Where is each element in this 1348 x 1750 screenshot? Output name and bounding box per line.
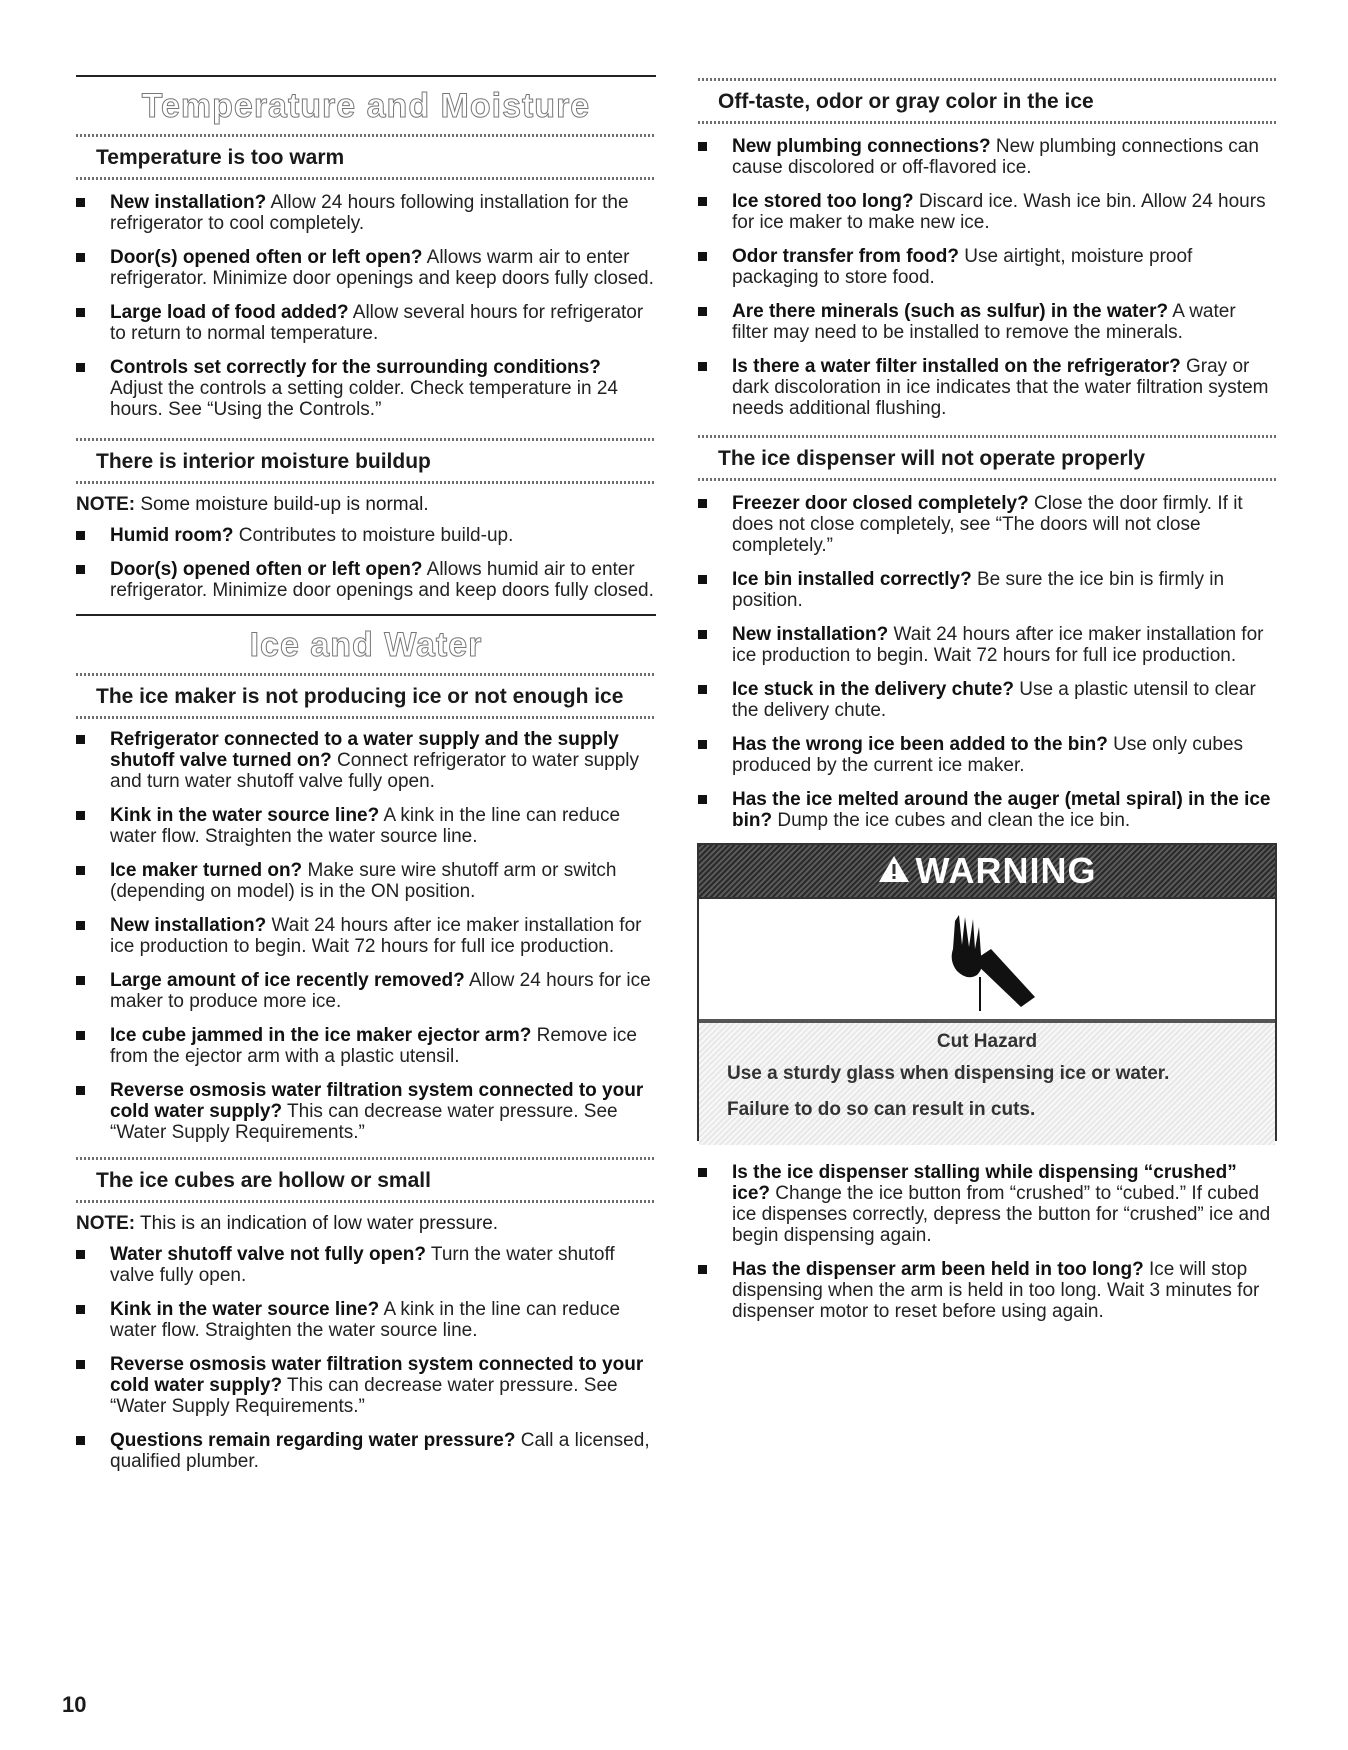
divider [76,177,656,180]
note-label: NOTE: [76,1213,136,1234]
list-item [698,136,1276,178]
item-answer: Ice will stop dispensing when the arm is held in too long. Wait 3 minutes for dispenser motor to reset before using again. [732,1259,1260,1322]
item-question: Is there a water filter installed on the refrigerator? [732,356,1181,377]
item-question: Ice cube jammed in the ice maker ejector arm? [110,1025,532,1046]
item-question: Kink in the water source line? [110,805,380,826]
warning-body [699,1023,1275,1145]
item-answer: Be sure the ice bin is firmly in position. [732,569,1225,611]
subheading-moisture: There is interior moisture buildup [96,450,431,473]
divider [698,121,1276,124]
item-question: Ice stuck in the delivery chute? [732,679,1014,700]
right-column [698,0,1276,844]
subheading-offtaste: Off-taste, odor or gray color in the ice [718,90,1094,113]
warning-header [699,845,1275,899]
item-question: New plumbing connections? [732,136,991,157]
divider [76,716,656,719]
item-question: Reverse osmosis water filtration system connected to your cold water supply? [110,1080,644,1122]
right-column-lower [698,1162,1276,1335]
list-item [698,569,1276,611]
list-ice-maker [76,729,656,1143]
item-answer: Use airtight, moisture proof packaging to store food. [732,246,1193,288]
item-answer: A kink in the line can reduce water flow. Straighten the water source line. [110,805,621,847]
warning-heading [878,850,1097,892]
divider [698,478,1276,481]
list-item [76,729,656,792]
item-answer: Dump the ice cubes and clean the ice bin. [772,810,1131,831]
item-answer: Allow several hours for refrigerator to return to normal temperature. [110,302,644,344]
list-temp-warm [76,192,656,420]
note-moisture [76,494,656,515]
item-answer: Allow 24 hours for ice maker to produce more ice. [110,970,651,1012]
note-label: NOTE: [76,494,136,515]
item-answer: Wait 24 hours after ice maker installation for ice production to begin. Wait 72 hours for full ice production. [110,915,642,957]
item-question: Reverse osmosis water filtration system connected to your cold water supply? [110,1354,644,1396]
item-answer: New plumbing connections can cause discolored or off-flavored ice. [732,136,1259,178]
list-item [698,679,1276,721]
divider [76,481,656,484]
item-question: Controls set correctly for the surrounding conditions? [110,357,601,378]
item-answer: Make sure wire shutoff arm or switch (depending on model) is in the ON position. [110,860,617,902]
item-question: Freezer door closed completely? [732,493,1029,514]
item-answer: This can decrease water pressure. See “Water Supply Requirements.” [110,1101,618,1143]
item-question: Large amount of ice recently removed? [110,970,465,991]
item-question: Is the ice dispenser stalling while dispensing “crushed” ice? [732,1162,1237,1204]
list-item [698,789,1276,831]
item-answer: Allows humid air to enter refrigerator. Minimize door openings and keep doors fully closed. [110,559,654,601]
item-answer: Adjust the controls a setting colder. Check temperature in 24 hours. See “Using the Controls.” [110,378,618,420]
warning-box [697,843,1277,1141]
list-item [698,734,1276,776]
list-item [76,805,656,847]
section-rule [76,614,656,616]
list-moisture [76,525,656,601]
item-answer: Contributes to moisture build-up. [233,525,514,546]
item-question: Ice stored too long? [732,191,914,212]
subheading-ice-maker: The ice maker is not producing ice or not enough ice [96,685,624,708]
item-answer: Wait 24 hours after ice maker installation for ice production to begin. Wait 72 hours for full ice production. [732,624,1264,666]
item-question: Door(s) opened often or left open? [110,247,423,268]
item-answer: A water filter may need to be installed to remove the minerals. [732,301,1236,343]
list-item [698,1259,1276,1322]
item-answer: Change the ice button from “crushed” to “cubed.” If cubed ice dispenses correctly, depress the button for “crushed” ice and begin dispensing again. [732,1183,1271,1246]
warning-line-2: Failure to do so can result in cuts. [727,1099,1036,1120]
subheading-temp-warm: Temperature is too warm [96,146,345,169]
list-item [698,624,1276,666]
list-item [76,302,656,344]
item-question: Has the ice melted around the auger (metal spiral) in the ice bin? [732,789,1271,831]
subheading-hollow: The ice cubes are hollow or small [96,1169,431,1192]
section-rule [76,75,656,77]
list-item [76,1080,656,1143]
note-hollow [76,1213,656,1234]
note-text: This is an indication of low water pressure. [135,1213,499,1234]
section-title-ice-water: Ice and Water [249,626,483,664]
list-item [76,970,656,1012]
item-answer: Gray or dark discoloration in ice indicates that the water filtration system needs additional flushing. [732,356,1269,419]
warning-triangle-icon [878,855,910,883]
warning-line-1: Use a sturdy glass when dispensing ice or water. [727,1063,1170,1084]
item-question: Humid room? [110,525,234,546]
page-number: 10 [62,1692,87,1717]
item-question: Odor transfer from food? [732,246,959,267]
item-answer: Call a licensed, qualified plumber. [110,1430,650,1472]
divider [76,134,656,137]
item-answer: Turn the water shutoff valve fully open. [110,1244,615,1286]
divider [698,78,1276,81]
item-answer: Connect refrigerator to water supply and turn water shutoff valve fully open. [110,750,639,792]
divider [698,435,1276,438]
subheading-dispenser: The ice dispenser will not operate properly [718,447,1146,470]
section-title-temperature: Temperature and Moisture [141,87,591,125]
list-item [76,1299,656,1341]
list-item [76,357,656,420]
item-question: New installation? [732,624,889,645]
list-item [698,246,1276,288]
divider [76,1157,656,1160]
item-question: New installation? [110,915,267,936]
item-question: Ice maker turned on? [110,860,303,881]
cut-hazard-icon [929,905,1039,1015]
warning-hazard: Cut Hazard [936,1031,1038,1052]
item-question: New installation? [110,192,267,213]
list-item [76,247,656,289]
item-question: Refrigerator connected to a water supply and the supply shutoff valve turned on? [110,729,619,771]
list-item [76,860,656,902]
divider [76,438,656,441]
list-item [76,559,656,601]
list-item [76,525,656,546]
list-item [698,493,1276,556]
item-question: Large load of food added? [110,302,349,323]
item-answer: Discard ice. Wash ice bin. Allow 24 hours for ice maker to make new ice. [732,191,1266,233]
list-item [698,356,1276,419]
item-question: Are there minerals (such as sulfur) in the water? [732,301,1169,322]
item-question: Water shutoff valve not fully open? [110,1244,426,1265]
divider [76,1200,656,1203]
item-question: Kink in the water source line? [110,1299,380,1320]
list-item [698,301,1276,343]
list-after-warning [698,1162,1276,1322]
item-answer: Allow 24 hours following installation for the refrigerator to cool completely. [110,192,629,234]
item-question: Door(s) opened often or left open? [110,559,423,580]
warning-heading-text: WARNING [915,850,1097,891]
list-item [76,192,656,234]
item-answer: A kink in the line can reduce water flow. Straighten the water source line. [110,1299,621,1341]
list-item [76,1354,656,1417]
list-item [698,1162,1276,1246]
list-item [76,915,656,957]
list-item [76,1025,656,1067]
list-offtaste [698,136,1276,419]
item-answer: Close the door firmly. If it does not close completely, see “The doors will not close completely.” [732,493,1243,556]
item-answer: Use a plastic utensil to clear the delivery chute. [732,679,1256,721]
warning-pictogram [699,899,1275,1023]
note-text: Some moisture build-up is normal. [135,494,429,515]
item-question: Has the dispenser arm been held in too long? [732,1259,1144,1280]
left-column [76,0,656,1485]
item-question: Ice bin installed correctly? [732,569,972,590]
list-item [76,1244,656,1286]
list-dispenser [698,493,1276,831]
item-answer: Remove ice from the ejector arm with a plastic utensil. [110,1025,637,1067]
divider [76,673,656,676]
item-answer: Allows warm air to enter refrigerator. Minimize door openings and keep doors fully closed. [110,247,654,289]
item-answer: Use only cubes produced by the current ice maker. [732,734,1244,776]
item-question: Has the wrong ice been added to the bin? [732,734,1108,755]
list-item [76,1430,656,1472]
item-answer: This can decrease water pressure. See “Water Supply Requirements.” [110,1375,618,1417]
item-question: Questions remain regarding water pressure? [110,1430,516,1451]
list-item [698,191,1276,233]
list-hollow [76,1244,656,1472]
